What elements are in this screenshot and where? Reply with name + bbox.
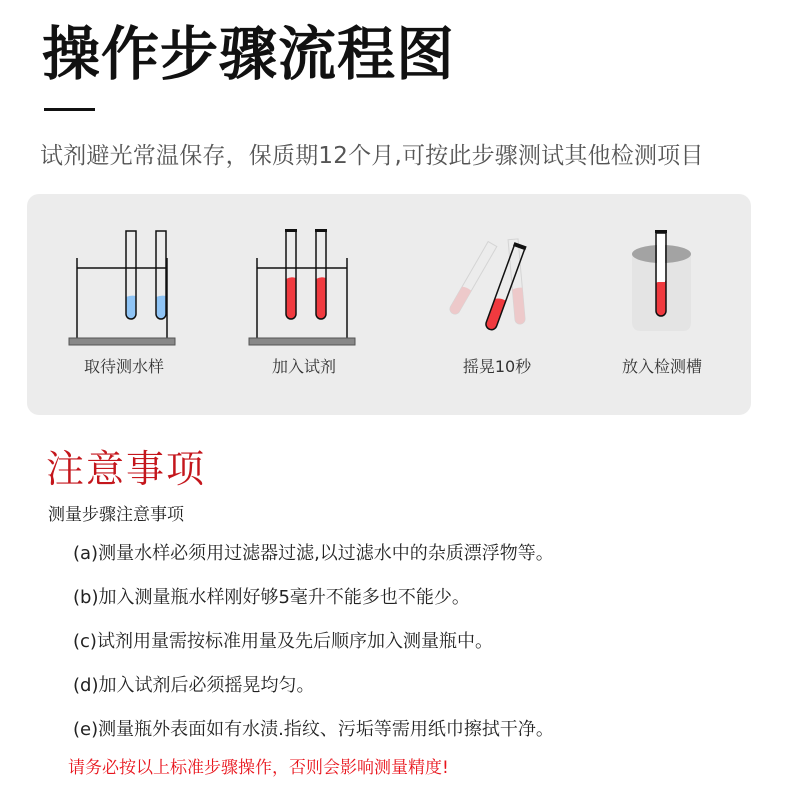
note-item: (d)加入试剂后必须摇晃均匀。 — [73, 675, 315, 696]
step-label: 取待测水样 — [83, 357, 164, 376]
shaking-test-tube-icon — [425, 194, 595, 354]
step-insert-slot — [605, 194, 775, 415]
title-divider — [44, 108, 95, 111]
note-item: (e)测量瓶外表面如有水渍.指纹、污垢等需用纸巾擦拭干净。 — [73, 719, 554, 740]
note-item: (a)测量水样必须用过滤器过滤,以过滤水中的杂质漂浮物等。 — [73, 543, 554, 564]
step-label: 摇晃10秒 — [462, 357, 532, 376]
note-item: (c)试剂用量需按标准用量及先后顺序加入测量瓶中。 — [73, 631, 493, 652]
page-title: 操作步骤流程图 — [42, 20, 456, 88]
step-add-reagent — [234, 194, 404, 415]
test-tubes-in-rack-red-icon — [234, 194, 404, 354]
page-subtitle: 试剂避光常温保存，保质期12个月,可按此步骤测试其他检测项目 — [40, 143, 704, 169]
step-shake — [425, 194, 595, 415]
notice-title: 注意事项 — [46, 447, 207, 491]
test-tubes-in-rack-blue-icon — [54, 194, 224, 354]
step-label: 加入试剂 — [271, 357, 336, 376]
notice-subtitle: 测量步骤注意事项 — [48, 505, 184, 525]
step-label: 放入检测槽 — [621, 357, 702, 376]
note-item: (b)加入测量瓶水样刚好够5毫升不能多也不能少。 — [73, 587, 470, 608]
test-tube-in-slot-icon — [605, 194, 775, 354]
warning-text: 请务必按以上标准步骤操作，否则会影响测量精度! — [68, 758, 449, 778]
step-take-sample — [54, 194, 224, 415]
steps-panel — [27, 194, 751, 415]
notes-list — [73, 540, 554, 760]
